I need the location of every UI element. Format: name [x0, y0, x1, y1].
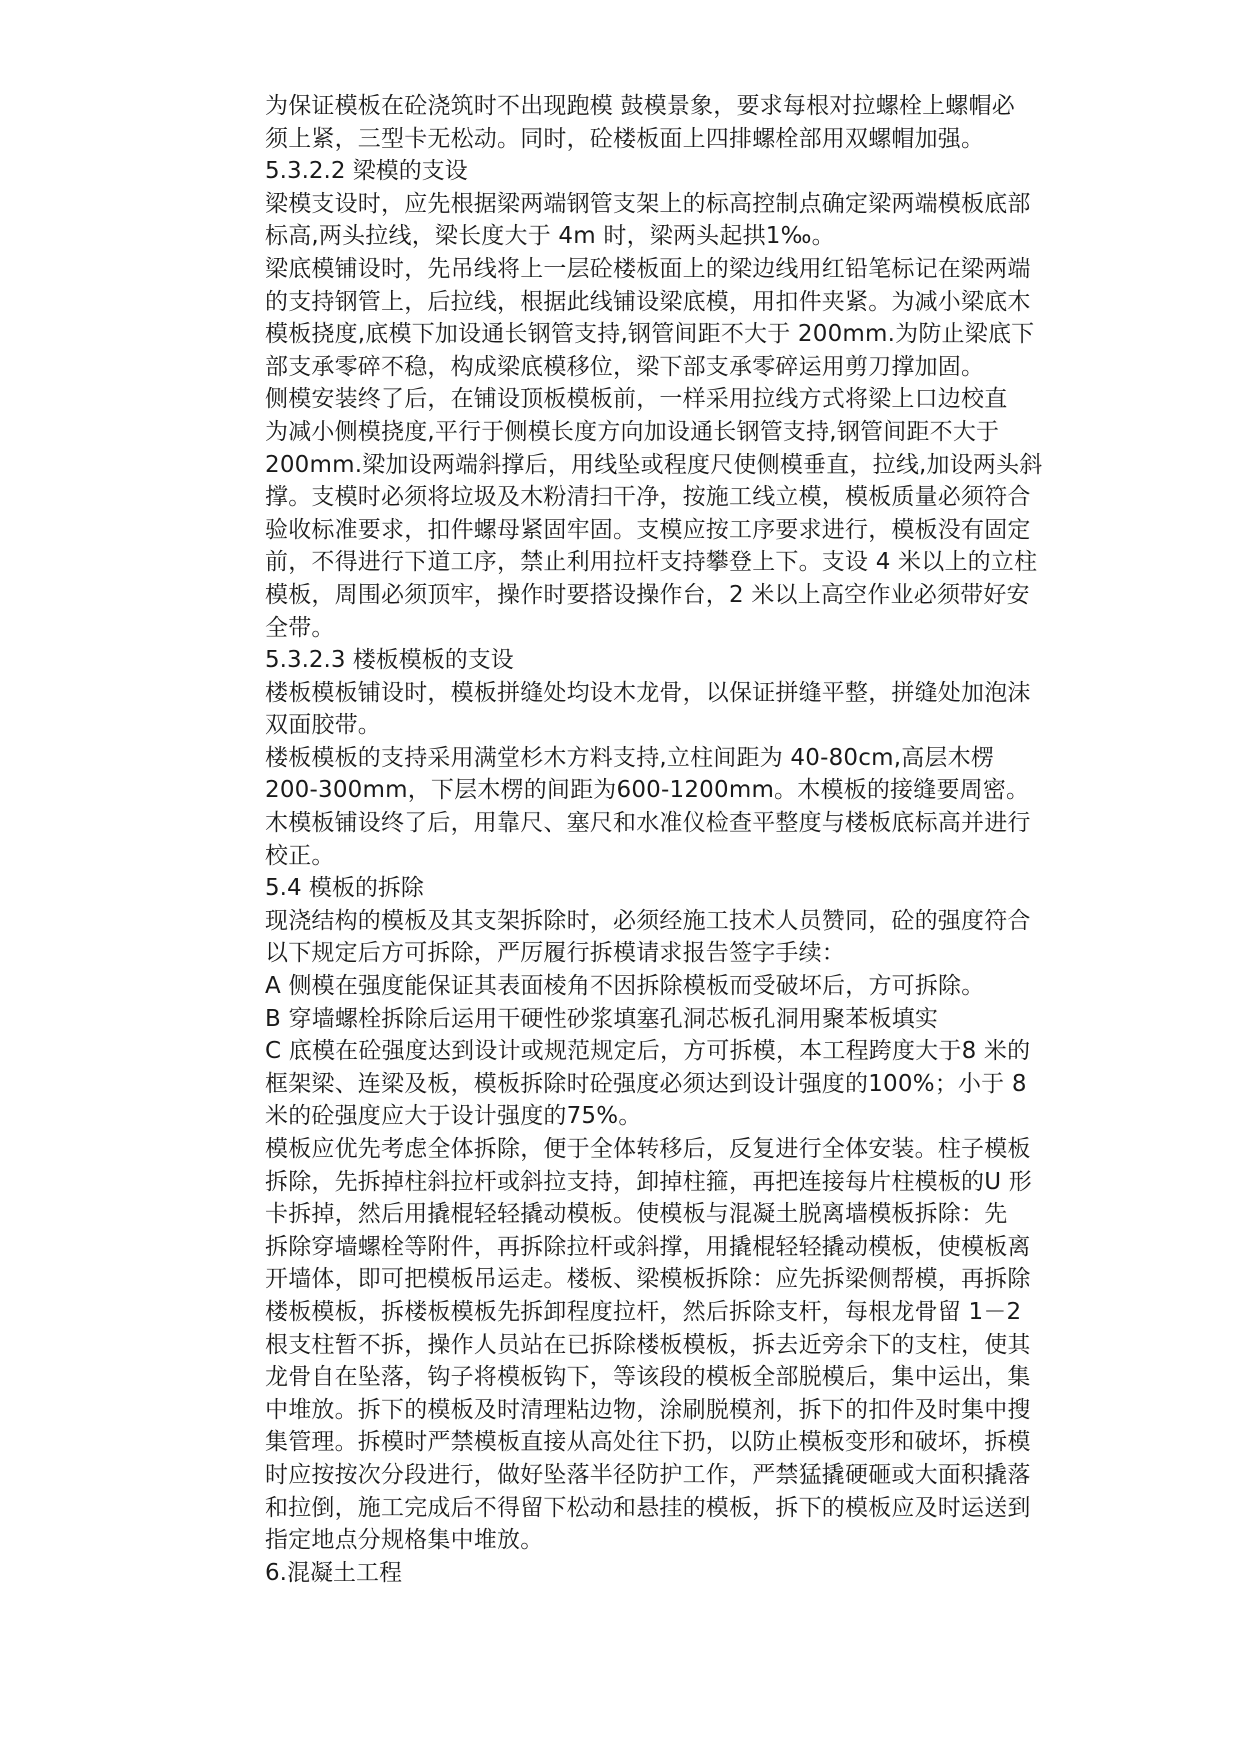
- paragraph-line: 200-300mm，下层木楞的间距为600-1200mm。木模板的接缝要周密。: [265, 777, 1030, 804]
- paragraph-line: A 侧模在强度能保证其表面棱角不因拆除模板而受破坏后，方可拆除。: [265, 973, 985, 1000]
- paragraph-line: 根支柱暂不拆，操作人员站在已拆除楼板模板，拆去近旁余下的支柱，使其: [265, 1331, 1031, 1358]
- paragraph-line: 开墙体，即可把模板吊运走。楼板、梁模板拆除：应先拆梁侧帮模，再拆除: [265, 1266, 1031, 1293]
- paragraph-line: 模板，周围必须顶牢，操作时要搭设操作台，2 米以上高空作业必须带好安: [265, 581, 1030, 608]
- paragraph-line: 的支持钢管上，后拉线，根据此线铺设梁底模，用扣件夹紧。为减小梁底木: [265, 288, 1031, 315]
- paragraph-line: 撑。支模时必须将垃圾及木粉清扫干净，按施工线立模，模板质量必须符合: [265, 484, 1031, 511]
- section-heading: 5.4 模板的拆除: [265, 875, 424, 902]
- paragraph-line: 梁底模铺设时，先吊线将上一层砼楼板面上的梁边线用红铅笔标记在梁两端: [265, 255, 1031, 282]
- paragraph-line: B 穿墙螺栓拆除后运用干硬性砂浆填塞孔洞芯板孔洞用聚苯板填实: [265, 1005, 939, 1032]
- paragraph-line: 梁模支设时，应先根据梁两端钢管支架上的标高控制点确定梁两端模板底部: [265, 190, 1031, 217]
- paragraph-line: 和拉倒，施工完成后不得留下松动和悬挂的模板，拆下的模板应及时运送到: [265, 1494, 1031, 1521]
- section-heading: 5.3.2.3 楼板模板的支设: [265, 647, 514, 674]
- document-page: [265, 90, 1075, 1589]
- paragraph-line: 部支承零碎不稳，构成梁底模移位，梁下部支承零碎运用剪刀撑加固。: [265, 353, 985, 380]
- paragraph-line: 双面胶带。: [265, 712, 381, 739]
- paragraph-line: 为减小侧模挠度,平行于侧模长度方向加设通长钢管支持,钢管间距不大于: [265, 418, 1000, 445]
- paragraph-line: 校正。: [265, 842, 335, 869]
- paragraph-line: 框架梁、连梁及板，模板拆除时砼强度必须达到设计强度的100%；小于 8: [265, 1070, 1027, 1097]
- section-heading: 5.3.2.2 梁模的支设: [265, 158, 468, 185]
- paragraph-line: 中堆放。拆下的模板及时清理粘边物，涂刷脱模剂，拆下的扣件及时集中搜: [265, 1396, 1031, 1423]
- paragraph-line: 侧模安装终了后，在铺设顶板模板前，一样采用拉线方式将梁上口边校直: [265, 386, 1008, 413]
- paragraph-line: 集管理。拆模时严禁模板直接从高处往下扔，以防止模板变形和破坏，拆模: [265, 1429, 1031, 1456]
- paragraph-line: 龙骨自在坠落，钩子将模板钩下，等该段的模板全部脱模后，集中运出，集: [265, 1364, 1031, 1391]
- paragraph-line: 现浇结构的模板及其支架拆除时，必须经施工技术人员赞同，砼的强度符合: [265, 907, 1031, 934]
- paragraph-line: 楼板模板铺设时，模板拼缝处均设木龙骨，以保证拼缝平整，拼缝处加泡沫: [265, 679, 1031, 706]
- paragraph-line: 为保证模板在砼浇筑时不出现跑模 鼓模景象，要求每根对拉螺栓上螺帽必: [265, 93, 1015, 119]
- paragraph-line: 拆除穿墙螺栓等附件，再拆除拉杆或斜撑，用撬棍轻轻撬动模板，使模板离: [265, 1233, 1031, 1260]
- section-heading: 6.混凝土工程: [265, 1559, 402, 1586]
- paragraph-line: 以下规定后方可拆除，严厉履行拆模请求报告签字手续：: [265, 940, 845, 967]
- paragraph-line: 楼板模板，拆楼板模板先拆卸程度拉杆，然后拆除支杆，每根龙骨留 1－2: [265, 1298, 1022, 1325]
- paragraph-line: 模板挠度,底模下加设通长钢管支持,钢管间距不大于 200mm.为防止梁底下: [265, 321, 1035, 348]
- paragraph-line: 米的砼强度应大于设计强度的75%。: [265, 1103, 642, 1130]
- paragraph-line: 验收标准要求，扣件螺母紧固牢固。支模应按工序要求进行，模板没有固定: [265, 516, 1031, 543]
- paragraph-line: 时应按按次分段进行，做好坠落半径防护工作，严禁猛撬硬砸或大面积撬落: [265, 1461, 1031, 1488]
- paragraph-line: 拆除，先拆掉柱斜拉杆或斜拉支持，卸掉柱箍，再把连接每片柱模板的U 形: [265, 1168, 1032, 1195]
- paragraph-line: 卡拆掉，然后用撬棍轻轻撬动模板。使模板与混凝土脱离墙模板拆除：先: [265, 1201, 1008, 1228]
- paragraph-line: 须上紧，三型卡无松动。同时，砼楼板面上四排螺栓部用双螺帽加强。: [265, 125, 985, 152]
- paragraph-line: 前，不得进行下道工序，禁止利用拉杆支持攀登上下。支设 4 米以上的立柱: [265, 549, 1038, 576]
- paragraph-line: 楼板模板的支持采用满堂杉木方料支持,立柱间距为 40-80cm,高层木楞: [265, 744, 995, 771]
- paragraph-line: 模板应优先考虑全体拆除，便于全体转移后，反复进行全体安装。柱子模板: [265, 1136, 1031, 1162]
- paragraph-line: 200mm.梁加设两端斜撑后，用线坠或程度尺使侧模垂直，拉线,加设两头斜: [265, 451, 1043, 478]
- paragraph-line: 标高,两头拉线，梁长度大于 4m 时，梁两头起拱1‰。: [265, 223, 835, 250]
- paragraph-line: 木模板铺设终了后，用靠尺、塞尺和水准仪检查平整度与楼板底标高并进行: [265, 810, 1031, 837]
- paragraph-line: 指定地点分规格集中堆放。: [265, 1527, 544, 1554]
- paragraph-line: 全带。: [265, 614, 335, 641]
- paragraph-line: C 底模在砼强度达到设计或规范规定后，方可拆模，本工程跨度大于8 米的: [265, 1038, 1031, 1065]
